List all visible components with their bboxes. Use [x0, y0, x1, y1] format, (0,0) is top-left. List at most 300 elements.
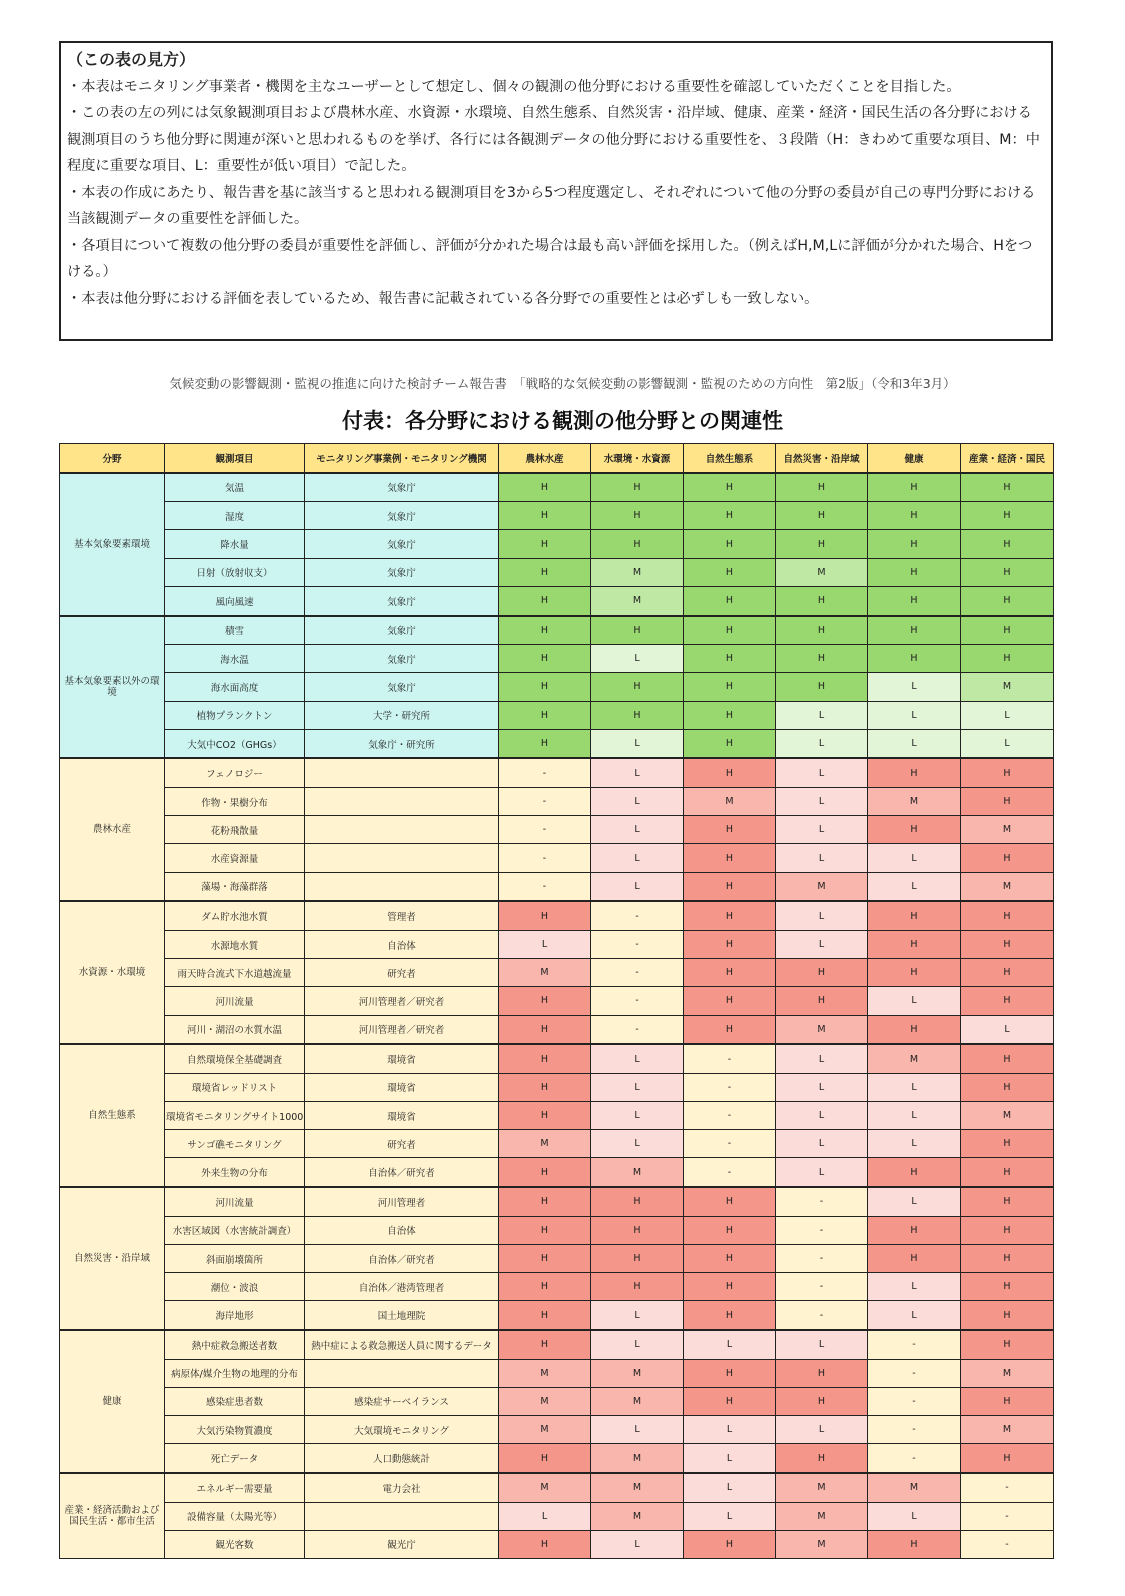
rating-cell: - — [776, 1216, 868, 1244]
item-cell: 斜面崩壊箇所 — [165, 1244, 305, 1272]
rating-cell: H — [499, 586, 591, 615]
rating-cell: H — [499, 1102, 591, 1130]
rating-cell: H — [868, 1158, 961, 1187]
org-cell: 気象庁 — [305, 502, 499, 530]
item-cell: 観光客数 — [165, 1530, 305, 1558]
rating-cell: H — [961, 788, 1054, 816]
rating-cell: H — [499, 1530, 591, 1558]
table-row — [60, 930, 1054, 958]
table-row — [60, 530, 1054, 558]
rating-cell: L — [868, 1502, 961, 1530]
rating-cell: H — [961, 1301, 1054, 1330]
rating-cell: H — [868, 758, 961, 787]
item-cell: 大気中CO2（GHGs） — [165, 729, 305, 758]
org-cell: 研究者 — [305, 959, 499, 987]
rating-cell: H — [499, 1330, 591, 1359]
rating-cell: H — [684, 1244, 776, 1272]
rating-cell: H — [961, 1387, 1054, 1415]
rating-cell: H — [499, 987, 591, 1015]
rating-cell: L — [776, 844, 868, 872]
rating-cell: H — [961, 959, 1054, 987]
column-header: 自然災害・沿岸域 — [776, 444, 868, 473]
item-cell: 花粉飛散量 — [165, 816, 305, 844]
rating-cell: H — [499, 645, 591, 673]
org-cell: 気象庁 — [305, 645, 499, 673]
item-cell: 植物プランクトン — [165, 701, 305, 729]
item-cell: 大気汚染物質濃度 — [165, 1416, 305, 1444]
table-row — [60, 1216, 1054, 1244]
rating-cell: - — [868, 1359, 961, 1387]
rating-cell: H — [684, 473, 776, 502]
rating-cell: H — [868, 530, 961, 558]
item-cell: 自然環境保全基礎調査 — [165, 1044, 305, 1073]
org-cell: 河川管理者／研究者 — [305, 1015, 499, 1044]
rating-cell: H — [961, 502, 1054, 530]
rating-cell: - — [868, 1387, 961, 1415]
rating-cell: H — [776, 1387, 868, 1415]
item-cell: 感染症患者数 — [165, 1387, 305, 1415]
rating-cell: M — [868, 1473, 961, 1502]
rating-cell: L — [961, 729, 1054, 758]
table-row — [60, 645, 1054, 673]
item-cell: 海岸地形 — [165, 1301, 305, 1330]
rating-cell: L — [868, 701, 961, 729]
rating-cell: L — [684, 1473, 776, 1502]
table-row — [60, 1073, 1054, 1101]
rating-cell: L — [868, 1187, 961, 1216]
table-row — [60, 816, 1054, 844]
rating-cell: M — [961, 816, 1054, 844]
item-cell: 海水面高度 — [165, 673, 305, 701]
rating-cell: - — [591, 930, 684, 958]
rating-cell: H — [499, 701, 591, 729]
rating-cell: - — [499, 788, 591, 816]
rating-cell: H — [961, 1187, 1054, 1216]
org-cell: 気象庁 — [305, 530, 499, 558]
column-header: 分野 — [60, 444, 165, 473]
rating-cell: M — [776, 558, 868, 586]
rating-cell: M — [499, 1130, 591, 1158]
column-header: 健康 — [868, 444, 961, 473]
rating-cell: H — [868, 1530, 961, 1558]
rating-cell: H — [961, 901, 1054, 930]
table-row — [60, 558, 1054, 586]
table-row — [60, 473, 1054, 502]
rating-cell: H — [499, 673, 591, 701]
org-cell: 研究者 — [305, 1130, 499, 1158]
rating-cell: H — [499, 1044, 591, 1073]
rating-cell: H — [684, 1216, 776, 1244]
table-row — [60, 987, 1054, 1015]
notes-box — [59, 41, 1053, 341]
rating-cell: M — [499, 1387, 591, 1415]
rating-cell: H — [868, 816, 961, 844]
table-row — [60, 1473, 1054, 1502]
rating-cell: M — [591, 1387, 684, 1415]
rating-cell: M — [591, 1502, 684, 1530]
org-cell: 国土地理院 — [305, 1301, 499, 1330]
rating-cell: L — [591, 788, 684, 816]
rating-cell: L — [591, 1130, 684, 1158]
rating-cell: H — [684, 502, 776, 530]
rating-cell: - — [868, 1444, 961, 1473]
rating-cell: H — [961, 1130, 1054, 1158]
item-cell: 藻場・海藻群落 — [165, 872, 305, 901]
rating-cell: H — [684, 1273, 776, 1301]
rating-cell: M — [776, 872, 868, 901]
rating-cell: - — [591, 1015, 684, 1044]
rating-cell: M — [499, 1416, 591, 1444]
table-row — [60, 502, 1054, 530]
rating-cell: M — [591, 1473, 684, 1502]
rating-cell: - — [684, 1073, 776, 1101]
table-row — [60, 1187, 1054, 1216]
rating-cell: H — [961, 530, 1054, 558]
rating-cell: H — [499, 729, 591, 758]
org-cell — [305, 844, 499, 872]
table-row — [60, 729, 1054, 758]
rating-cell: M — [591, 1158, 684, 1187]
org-cell: 気象庁 — [305, 473, 499, 502]
rating-cell: - — [776, 1187, 868, 1216]
rating-cell: M — [961, 1102, 1054, 1130]
rating-cell: L — [499, 1502, 591, 1530]
rating-cell: L — [776, 1073, 868, 1101]
rating-cell: L — [776, 758, 868, 787]
rating-cell: - — [684, 1158, 776, 1187]
notes-line-2: ・この表の左の列には気象観測項目および農林水産、水資源・水環境、自然生態系、自然災害・沿岸域、健康、産業・経済・国民生活の各分野における観測項目のうち他分野に関連が深いと思われるものを挙げ、各行には各観測データの他分野における重要性を、３段階（H：きわめて重要な項目、M：中程度に重要な項目、L：重要性が低い項目）で記した。 — [67, 105, 1040, 174]
table-row — [60, 616, 1054, 645]
table-row — [60, 788, 1054, 816]
rating-cell: H — [868, 1216, 961, 1244]
rating-cell: M — [961, 673, 1054, 701]
rating-cell: L — [776, 816, 868, 844]
rating-cell: H — [684, 1359, 776, 1387]
rating-cell: H — [499, 1216, 591, 1244]
rating-cell: H — [591, 473, 684, 502]
rating-cell: M — [961, 1416, 1054, 1444]
rating-cell: - — [776, 1273, 868, 1301]
rating-cell: H — [684, 558, 776, 586]
table-row — [60, 1444, 1054, 1473]
rating-cell: H — [868, 901, 961, 930]
item-cell: サンゴ礁モニタリング — [165, 1130, 305, 1158]
org-cell: 環境省 — [305, 1044, 499, 1073]
table-row — [60, 1359, 1054, 1387]
org-cell: 人口動態統計 — [305, 1444, 499, 1473]
item-cell: 日射（放射収支） — [165, 558, 305, 586]
rating-cell: H — [684, 1301, 776, 1330]
rating-cell: H — [776, 473, 868, 502]
rating-cell: H — [868, 1015, 961, 1044]
org-cell: 環境省 — [305, 1073, 499, 1101]
rating-cell: L — [684, 1502, 776, 1530]
rating-cell: M — [868, 1044, 961, 1073]
rating-cell: H — [868, 645, 961, 673]
table-row — [60, 1416, 1054, 1444]
column-header: 産業・経済・国民 — [961, 444, 1054, 473]
rating-cell: - — [499, 872, 591, 901]
rating-cell: H — [961, 844, 1054, 872]
table-row — [60, 586, 1054, 615]
rating-cell: - — [961, 1473, 1054, 1502]
rating-cell: L — [776, 1130, 868, 1158]
org-cell: 大学・研究所 — [305, 701, 499, 729]
item-cell: 降水量 — [165, 530, 305, 558]
rating-cell: L — [591, 758, 684, 787]
rating-cell: H — [499, 1158, 591, 1187]
rating-cell: L — [868, 729, 961, 758]
rating-cell: H — [591, 1216, 684, 1244]
table-row — [60, 959, 1054, 987]
rating-cell: H — [591, 701, 684, 729]
org-cell — [305, 816, 499, 844]
org-cell: 気象庁 — [305, 558, 499, 586]
table-row — [60, 1530, 1054, 1558]
rating-cell: L — [868, 1301, 961, 1330]
org-cell: 自治体 — [305, 930, 499, 958]
rating-cell: H — [776, 1444, 868, 1473]
rating-cell: H — [684, 729, 776, 758]
rating-cell: L — [499, 930, 591, 958]
category-cell: 基本気象要素以外の環境 — [60, 616, 165, 759]
rating-cell: - — [684, 1130, 776, 1158]
rating-cell: H — [684, 987, 776, 1015]
rating-cell: - — [591, 959, 684, 987]
item-cell: 水源地水質 — [165, 930, 305, 958]
rating-cell: H — [868, 959, 961, 987]
rating-cell: M — [499, 1473, 591, 1502]
rating-cell: H — [684, 645, 776, 673]
rating-cell: H — [776, 673, 868, 701]
rating-cell: L — [591, 1044, 684, 1073]
rating-cell: L — [776, 1102, 868, 1130]
item-cell: 設備容量（太陽光等） — [165, 1502, 305, 1530]
rating-cell: H — [776, 530, 868, 558]
rating-cell: L — [868, 1130, 961, 1158]
rating-cell: L — [591, 1530, 684, 1558]
header-row — [60, 444, 1054, 473]
rating-cell: H — [961, 645, 1054, 673]
org-cell: 自治体 — [305, 1216, 499, 1244]
rating-cell: H — [684, 530, 776, 558]
rating-cell: H — [591, 530, 684, 558]
rating-cell: L — [868, 1273, 961, 1301]
rating-cell: H — [868, 473, 961, 502]
org-cell: 自治体／研究者 — [305, 1244, 499, 1272]
column-header: 観測項目 — [165, 444, 305, 473]
rating-cell: - — [684, 1102, 776, 1130]
org-cell: 自治体／研究者 — [305, 1158, 499, 1187]
table-row — [60, 1015, 1054, 1044]
org-cell: 感染症サーベイランス — [305, 1387, 499, 1415]
org-cell: 環境省 — [305, 1102, 499, 1130]
table-row — [60, 1502, 1054, 1530]
table-row — [60, 1273, 1054, 1301]
rating-cell: H — [591, 673, 684, 701]
category-cell: 水資源・水環境 — [60, 901, 165, 1044]
rating-cell: L — [868, 872, 961, 901]
rating-cell: H — [868, 1244, 961, 1272]
rating-cell: H — [591, 1273, 684, 1301]
rating-cell: H — [961, 473, 1054, 502]
rating-cell: L — [591, 1102, 684, 1130]
rating-cell: M — [499, 1359, 591, 1387]
rating-cell: H — [684, 673, 776, 701]
item-cell: 雨天時合流式下水道越流量 — [165, 959, 305, 987]
rating-cell: H — [684, 930, 776, 958]
item-cell: 湿度 — [165, 502, 305, 530]
source-line: 気候変動の影響観測・監視の推進に向けた検討チーム報告書 「戦略的な気候変動の影響観測・監視のための方向性 第2版」（令和3年3月） — [169, 376, 956, 391]
rating-cell: L — [868, 1102, 961, 1130]
rating-cell: L — [776, 1044, 868, 1073]
item-cell: 死亡データ — [165, 1444, 305, 1473]
rating-cell: H — [684, 959, 776, 987]
table-row — [60, 1044, 1054, 1073]
rating-cell: H — [961, 1330, 1054, 1359]
rating-cell: - — [499, 816, 591, 844]
rating-cell: H — [684, 1387, 776, 1415]
table-title: 付表：各分野における観測の他分野との関連性 — [342, 409, 783, 433]
column-header: 水環境・水資源 — [591, 444, 684, 473]
rating-cell: H — [961, 1073, 1054, 1101]
rating-cell: M — [591, 558, 684, 586]
rating-cell: L — [776, 1330, 868, 1359]
rating-cell: L — [684, 1444, 776, 1473]
rating-cell: H — [961, 987, 1054, 1015]
rating-cell: H — [591, 1244, 684, 1272]
rating-cell: L — [776, 1158, 868, 1187]
rating-cell: - — [591, 901, 684, 930]
item-cell: エネルギー需要量 — [165, 1473, 305, 1502]
item-cell: 河川・湖沼の水質水温 — [165, 1015, 305, 1044]
rating-cell: M — [591, 586, 684, 615]
item-cell: 外来生物の分布 — [165, 1158, 305, 1187]
rating-cell: M — [961, 872, 1054, 901]
item-cell: 作物・果樹分布 — [165, 788, 305, 816]
table-row — [60, 901, 1054, 930]
rating-cell: H — [868, 558, 961, 586]
rating-cell: H — [684, 872, 776, 901]
org-cell — [305, 758, 499, 787]
rating-cell: L — [868, 673, 961, 701]
rating-cell: L — [868, 844, 961, 872]
org-cell: 熱中症による救急搬送人員に関するデータ — [305, 1330, 499, 1359]
rating-cell: M — [499, 959, 591, 987]
rating-cell: L — [961, 701, 1054, 729]
org-cell: 気象庁 — [305, 586, 499, 615]
rating-cell: - — [776, 1244, 868, 1272]
rating-cell: H — [499, 1444, 591, 1473]
rating-cell: H — [499, 530, 591, 558]
rating-cell: H — [776, 1359, 868, 1387]
rating-cell: H — [868, 586, 961, 615]
rating-cell: M — [961, 1359, 1054, 1387]
rating-cell: L — [591, 1301, 684, 1330]
rating-cell: - — [776, 1301, 868, 1330]
rating-cell: H — [961, 1244, 1054, 1272]
rating-cell: H — [684, 1187, 776, 1216]
rating-cell: M — [591, 1444, 684, 1473]
rating-cell: H — [684, 701, 776, 729]
rating-cell: - — [961, 1530, 1054, 1558]
column-header: 農林水産 — [499, 444, 591, 473]
rating-cell: L — [591, 872, 684, 901]
table-row — [60, 1387, 1054, 1415]
rating-cell: H — [684, 1015, 776, 1044]
rating-cell: L — [591, 844, 684, 872]
org-cell: 大気環境モニタリング — [305, 1416, 499, 1444]
category-cell: 健康 — [60, 1330, 165, 1473]
notes-line-5: ・本表は他分野における評価を表しているため、報告書に記載されている各分野での重要性とは必ずしも一致しない。 — [67, 290, 819, 307]
org-cell: 気象庁・研究所 — [305, 729, 499, 758]
rating-cell: L — [776, 1416, 868, 1444]
rating-cell: L — [684, 1416, 776, 1444]
rating-cell: H — [868, 616, 961, 645]
item-cell: 環境省レッドリスト — [165, 1073, 305, 1101]
rating-cell: L — [868, 987, 961, 1015]
org-cell — [305, 1359, 499, 1387]
org-cell: 気象庁 — [305, 616, 499, 645]
org-cell: 観光庁 — [305, 1530, 499, 1558]
rating-cell: L — [591, 1330, 684, 1359]
category-cell: 自然災害・沿岸域 — [60, 1187, 165, 1330]
item-cell: 海水温 — [165, 645, 305, 673]
item-cell: フェノロジー — [165, 758, 305, 787]
item-cell: 河川流量 — [165, 1187, 305, 1216]
org-cell — [305, 1502, 499, 1530]
rating-cell: H — [499, 1273, 591, 1301]
rating-cell: H — [776, 645, 868, 673]
rating-cell: H — [591, 616, 684, 645]
rating-cell: L — [591, 1416, 684, 1444]
rating-cell: H — [499, 1073, 591, 1101]
item-cell: 水害区域図（水害統計調査） — [165, 1216, 305, 1244]
notes-line-3: ・本表の作成にあたり、報告書を基に該当すると思われる観測項目を3から5つ程度選定し、それぞれについて他の分野の委員が自己の専門分野における当該観測データの重要性を評価した。 — [67, 184, 1036, 227]
rating-cell: H — [684, 586, 776, 615]
item-cell: ダム貯水池水質 — [165, 901, 305, 930]
rating-cell: H — [961, 558, 1054, 586]
table-row — [60, 1130, 1054, 1158]
rating-cell: H — [961, 1044, 1054, 1073]
table-row — [60, 1102, 1054, 1130]
org-cell: 気象庁 — [305, 673, 499, 701]
table-row — [60, 758, 1054, 787]
rating-cell: H — [684, 758, 776, 787]
rating-cell: H — [591, 502, 684, 530]
rating-cell: H — [499, 1015, 591, 1044]
rating-cell: H — [961, 616, 1054, 645]
rating-cell: H — [776, 616, 868, 645]
rating-cell: - — [684, 1044, 776, 1073]
rating-cell: H — [499, 901, 591, 930]
item-cell: 気温 — [165, 473, 305, 502]
rating-cell: H — [776, 502, 868, 530]
table-row — [60, 1301, 1054, 1330]
notes-line-1: ・本表はモニタリング事業者・機関を主なユーザーとして想定し、個々の観測の他分野における重要性を確認していただくことを目指した。 — [67, 78, 961, 95]
org-cell: 河川管理者／研究者 — [305, 987, 499, 1015]
rating-cell: - — [591, 987, 684, 1015]
rating-cell: M — [776, 1530, 868, 1558]
rating-cell: - — [961, 1502, 1054, 1530]
rating-cell: H — [499, 502, 591, 530]
rating-cell: - — [868, 1416, 961, 1444]
rating-cell: M — [591, 1359, 684, 1387]
rating-cell: L — [868, 1073, 961, 1101]
rating-cell: L — [591, 1073, 684, 1101]
rating-cell: H — [499, 1301, 591, 1330]
rating-cell: L — [684, 1330, 776, 1359]
